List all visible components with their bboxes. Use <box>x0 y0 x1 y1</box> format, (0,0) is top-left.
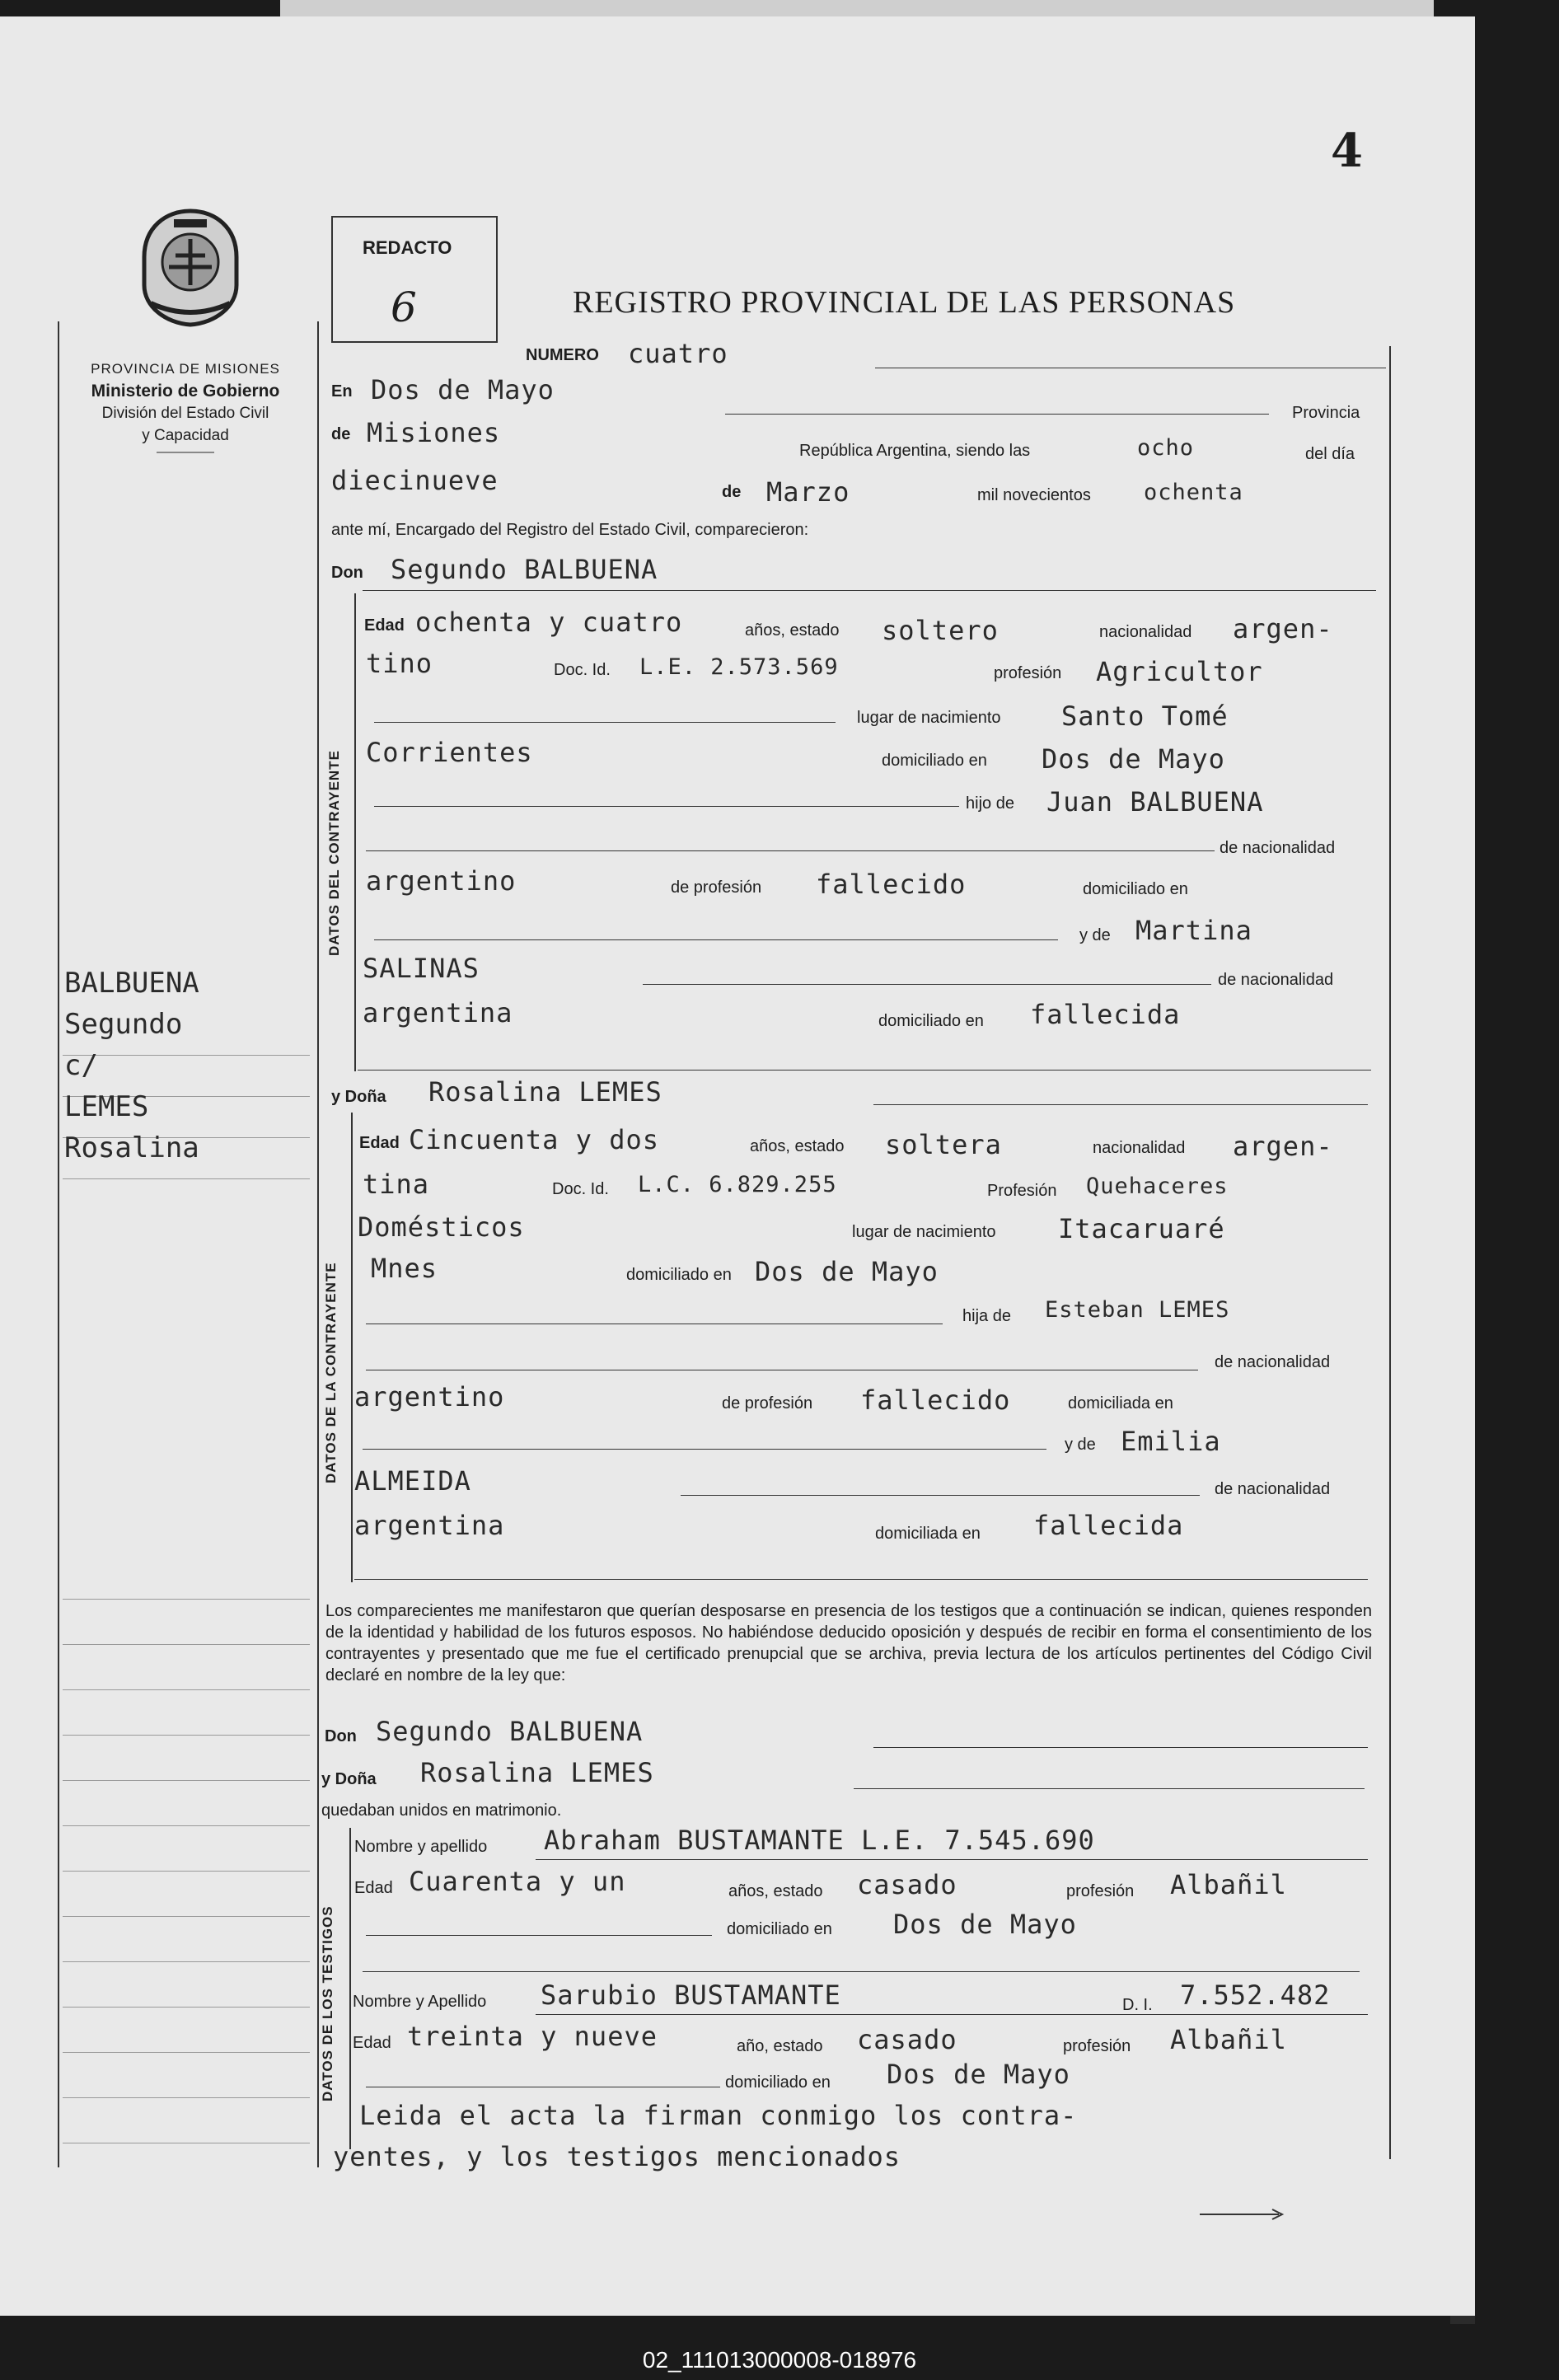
c2-madre-nac-label: de nacionalidad <box>1215 1480 1331 1498</box>
c1-lugar-value: Santo Tomé <box>1061 700 1229 732</box>
de-mes-label: de <box>722 483 742 501</box>
declaration-paragraph: Los comparecientes me manifestaron que querían desposarse en presencia de los testigos que a continuación se indican, quienes responden de la identidad y habilidad de los futuros esposos. No habiéndose deducido oposición y después de recibir en forma el consentimiento de los contrayentes y presentado que me fue el certificado prenupcial que se archiva, previa lectura de los artículos pertinentes del Código Civil declaré en nombre de la ley que: <box>325 1602 1372 1684</box>
t2-prof-value: Albañil <box>1170 2024 1287 2055</box>
c1-madre-nac-value: argentina <box>363 997 513 1028</box>
c1-madre-dom-value: fallecida <box>1030 999 1181 1030</box>
c1-nac2-value: tino <box>366 648 433 679</box>
c2-nac2-value: tina <box>363 1169 430 1200</box>
en-label: En <box>331 382 353 401</box>
t2-estado-value: casado <box>857 2024 957 2055</box>
margin-note-line: BALBUENA <box>64 967 199 1000</box>
c2-edad-label: Edad <box>359 1134 400 1152</box>
fill-line <box>873 1747 1368 1748</box>
c2-dom-value: Dos de Mayo <box>755 1256 939 1287</box>
closing-line-1: Leida el acta la firman conmigo los contra- <box>359 2100 1078 2131</box>
left-margin-line <box>58 321 59 2167</box>
department-block <box>58 358 313 453</box>
c1-hijo-label: hijo de <box>966 794 1014 813</box>
margin-column-line <box>317 321 319 2167</box>
del-dia-label: del día <box>1305 445 1355 463</box>
fill-line <box>374 806 959 807</box>
fill-line <box>374 722 836 723</box>
dona-value: Rosalina LEMES <box>428 1076 662 1108</box>
margin-rule <box>63 1644 310 1645</box>
redacto-value: 6 <box>391 283 417 331</box>
bride-section-label: DATOS DE LA CONTRAYENTE <box>323 1262 339 1483</box>
t1-edad-label: Edad <box>354 1879 393 1897</box>
witness-bracket-line <box>349 1828 351 2149</box>
don2-value: Segundo BALBUENA <box>376 1716 644 1747</box>
c1-edad-label: Edad <box>364 616 405 635</box>
dona-label: y Doña <box>331 1088 386 1106</box>
fill-line <box>363 1449 1046 1450</box>
margin-note-line: LEMES <box>64 1090 149 1123</box>
don2-label: Don <box>325 1727 357 1745</box>
fill-line <box>681 1495 1200 1496</box>
margin-rule <box>63 1961 310 1962</box>
c1-padre-prof-label: de profesión <box>671 878 762 897</box>
c2-lugar2-value: Mnes <box>371 1253 438 1284</box>
c2-padre-prof-label: de profesión <box>722 1394 813 1413</box>
margin-rule <box>63 2097 310 2098</box>
c2-lugar-value: Itacaruaré <box>1058 1213 1225 1244</box>
fill-line <box>363 590 1376 591</box>
c1-lugar2-value: Corrientes <box>366 737 533 768</box>
margin-rule <box>63 1599 310 1600</box>
fill-line <box>536 1859 1368 1860</box>
c1-padre-nac-label: de nacionalidad <box>1220 839 1336 857</box>
register-page <box>0 16 1475 2316</box>
c2-hija-label: hija de <box>962 1307 1011 1325</box>
redacto-box <box>331 216 498 343</box>
c1-madre-dom-label: domiciliado en <box>878 1012 984 1030</box>
fill-line <box>366 1935 712 1936</box>
numero-value: cuatro <box>628 338 728 369</box>
dia-value: diecinueve <box>331 465 499 496</box>
margin-note-line: Rosalina <box>64 1131 199 1164</box>
t1-nombre-value: Abraham BUSTAMANTE L.E. 7.545.690 <box>544 1825 1095 1856</box>
margin-rule <box>63 2007 310 2008</box>
witnesses-section-label: DATOS DE LOS TESTIGOS <box>320 1905 335 2101</box>
t2-di-value: 7.552.482 <box>1180 1979 1331 2011</box>
margin-rule <box>63 1916 310 1917</box>
c1-padre-dom-label: domiciliado en <box>1083 880 1188 898</box>
c1-lugar-label: lugar de nacimiento <box>857 709 1001 727</box>
provincia-value: Misiones <box>367 417 501 448</box>
c2-madre-dom-value: fallecida <box>1033 1510 1184 1541</box>
c1-anos-label: años, estado <box>745 621 840 640</box>
c2-prof-value: Quehaceres <box>1086 1174 1229 1199</box>
t2-profesion-label: profesión <box>1063 2037 1131 2055</box>
de-label: de <box>331 425 351 443</box>
fill-line <box>536 2014 1368 2015</box>
right-frame-line <box>1389 346 1391 2159</box>
image-code-footer: 02_111013000008-018976 <box>642 2347 917 2373</box>
margin-note-line: Segundo <box>64 1008 183 1041</box>
mil-label: mil novecientos <box>977 486 1091 504</box>
dept-ministry: Ministerio de Gobierno <box>91 382 280 401</box>
ante-label: ante mí, Encargado del Registro del Estado Civil, comparecieron: <box>331 521 809 539</box>
dona2-value: Rosalina LEMES <box>420 1757 654 1788</box>
t2-dom-value: Dos de Mayo <box>887 2059 1070 2090</box>
fill-line <box>358 1070 1371 1071</box>
c2-anos-label: años, estado <box>750 1137 845 1155</box>
c1-dom-value: Dos de Mayo <box>1042 743 1225 775</box>
t2-domiciliado-label: domiciliado en <box>725 2073 831 2092</box>
provincial-seal-icon <box>136 206 245 330</box>
margin-rule <box>63 1689 310 1690</box>
c1-padre-value: Juan BALBUENA <box>1046 786 1264 818</box>
c1-edad-value: ochenta y cuatro <box>415 607 683 638</box>
c1-doc-value: L.E. 2.573.569 <box>639 654 839 680</box>
margin-note <box>64 963 199 1169</box>
c1-prof-value: Agricultor <box>1096 656 1263 687</box>
continue-arrow-icon <box>1200 2207 1290 2222</box>
c1-nacionalidad-label: nacionalidad <box>1099 623 1192 641</box>
bride-bracket-line <box>351 1113 353 1582</box>
page-title: REGISTRO PROVINCIAL DE LAS PERSONAS <box>573 285 1236 320</box>
c2-estado-value: soltera <box>885 1129 1002 1160</box>
margin-note-line: c/ <box>64 1049 98 1082</box>
c1-profesion-label: profesión <box>994 664 1062 682</box>
c2-padre-dom-label: domiciliada en <box>1068 1394 1173 1413</box>
numero-label: NUMERO <box>526 346 599 364</box>
c1-y-de-label: y de <box>1079 926 1111 944</box>
dept-capacity: y Capacidad <box>142 427 229 444</box>
don-label: Don <box>331 564 363 582</box>
hora-value: ocho <box>1137 435 1195 461</box>
groom-bracket-line <box>354 593 356 1071</box>
fill-line <box>363 1971 1360 1972</box>
t1-edad-value: Cuarenta y un <box>409 1866 626 1897</box>
c2-prof2-value: Domésticos <box>358 1211 525 1243</box>
c2-domiciliado-label: domiciliado en <box>626 1266 732 1284</box>
margin-rule <box>63 2052 310 2053</box>
c1-padre-prof-value: fallecido <box>816 869 967 900</box>
c2-edad-value: Cincuenta y dos <box>409 1124 659 1155</box>
c2-nacionalidad-label: nacionalidad <box>1093 1139 1186 1157</box>
t1-nombre-label: Nombre y apellido <box>354 1838 488 1856</box>
t1-dom-value: Dos de Mayo <box>893 1909 1077 1940</box>
c2-profesion-label: Profesión <box>987 1182 1057 1200</box>
c2-lugar-label: lugar de nacimiento <box>852 1223 996 1241</box>
c2-y-de-label: y de <box>1065 1436 1096 1454</box>
t2-nombre-value: Sarubio BUSTAMANTE <box>541 1979 841 2011</box>
c2-nac-value: argen- <box>1233 1131 1333 1162</box>
groom-section-label: DATOS DEL CONTRAYENTE <box>326 750 342 956</box>
fill-line <box>854 1788 1365 1789</box>
c2-madre-value: Emilia <box>1121 1426 1221 1457</box>
c2-padre-nac-label: de nacionalidad <box>1215 1353 1331 1371</box>
t2-edad-label: Edad <box>353 2034 391 2052</box>
c1-domiciliado-label: domiciliado en <box>882 752 987 770</box>
c1-madre2-value: SALINAS <box>363 953 480 984</box>
t2-edad-value: treinta y nueve <box>407 2021 658 2052</box>
en-value: Dos de Mayo <box>371 374 555 405</box>
c1-padre-nac-value: argentino <box>366 865 517 897</box>
republica-label: República Argentina, siendo las <box>799 442 1031 460</box>
c2-madre-nac-value: argentina <box>354 1510 505 1541</box>
c1-madre-value: Martina <box>1135 915 1252 946</box>
mes-value: Marzo <box>766 476 850 508</box>
fill-line <box>354 1579 1368 1580</box>
don-value: Segundo BALBUENA <box>391 554 658 585</box>
margin-rule <box>63 1735 310 1736</box>
anio-value: ochenta <box>1144 480 1243 505</box>
margin-rule <box>63 1825 310 1826</box>
margin-rule <box>63 1871 310 1872</box>
redacto-label: REDACTO <box>363 237 452 258</box>
dept-division: División del Estado Civil <box>101 405 269 422</box>
t1-estado-value: casado <box>857 1869 957 1900</box>
c2-madre-dom-label: domiciliada en <box>875 1525 981 1543</box>
t2-di-label: D. I. <box>1122 1996 1153 2014</box>
fill-line <box>374 939 1058 940</box>
t2-nombre-label: Nombre y Apellido <box>353 1993 487 2011</box>
dept-divider <box>157 452 214 453</box>
c2-padre-value: Esteban LEMES <box>1045 1297 1230 1323</box>
page-number: 4 <box>1331 124 1363 178</box>
dept-province: PROVINCIA DE MISIONES <box>91 361 280 377</box>
t2-ano-label: año, estado <box>737 2037 823 2055</box>
dona2-label: y Doña <box>321 1770 377 1788</box>
c1-madre-nac-label: de nacionalidad <box>1218 971 1334 989</box>
fill-line <box>366 850 1215 851</box>
c2-padre-prof-value: fallecido <box>860 1384 1011 1416</box>
t1-anos-label: años, estado <box>728 1882 823 1900</box>
c1-estado-value: soltero <box>882 615 999 646</box>
c2-padre-nac-value: argentino <box>354 1381 505 1413</box>
c1-nac-value: argen- <box>1233 613 1333 644</box>
fill-line <box>643 984 1211 985</box>
fill-line <box>725 414 1269 415</box>
margin-rule <box>63 1178 310 1179</box>
c2-madre2-value: ALMEIDA <box>354 1465 471 1497</box>
provincia-label: Provincia <box>1292 404 1360 422</box>
t1-prof-value: Albañil <box>1170 1869 1287 1900</box>
c2-doc-value: L.C. 6.829.255 <box>638 1172 837 1197</box>
c2-doc-label: Doc. Id. <box>552 1180 609 1198</box>
t1-profesion-label: profesión <box>1066 1882 1135 1900</box>
fill-line <box>873 1104 1368 1105</box>
quedaban-label: quedaban unidos en matrimonio. <box>321 1801 562 1820</box>
t1-domiciliado-label: domiciliado en <box>727 1920 832 1938</box>
margin-rule <box>63 1780 310 1781</box>
c1-doc-label: Doc. Id. <box>554 661 611 679</box>
closing-line-2: yentes, y los testigos mencionados <box>333 2141 901 2172</box>
